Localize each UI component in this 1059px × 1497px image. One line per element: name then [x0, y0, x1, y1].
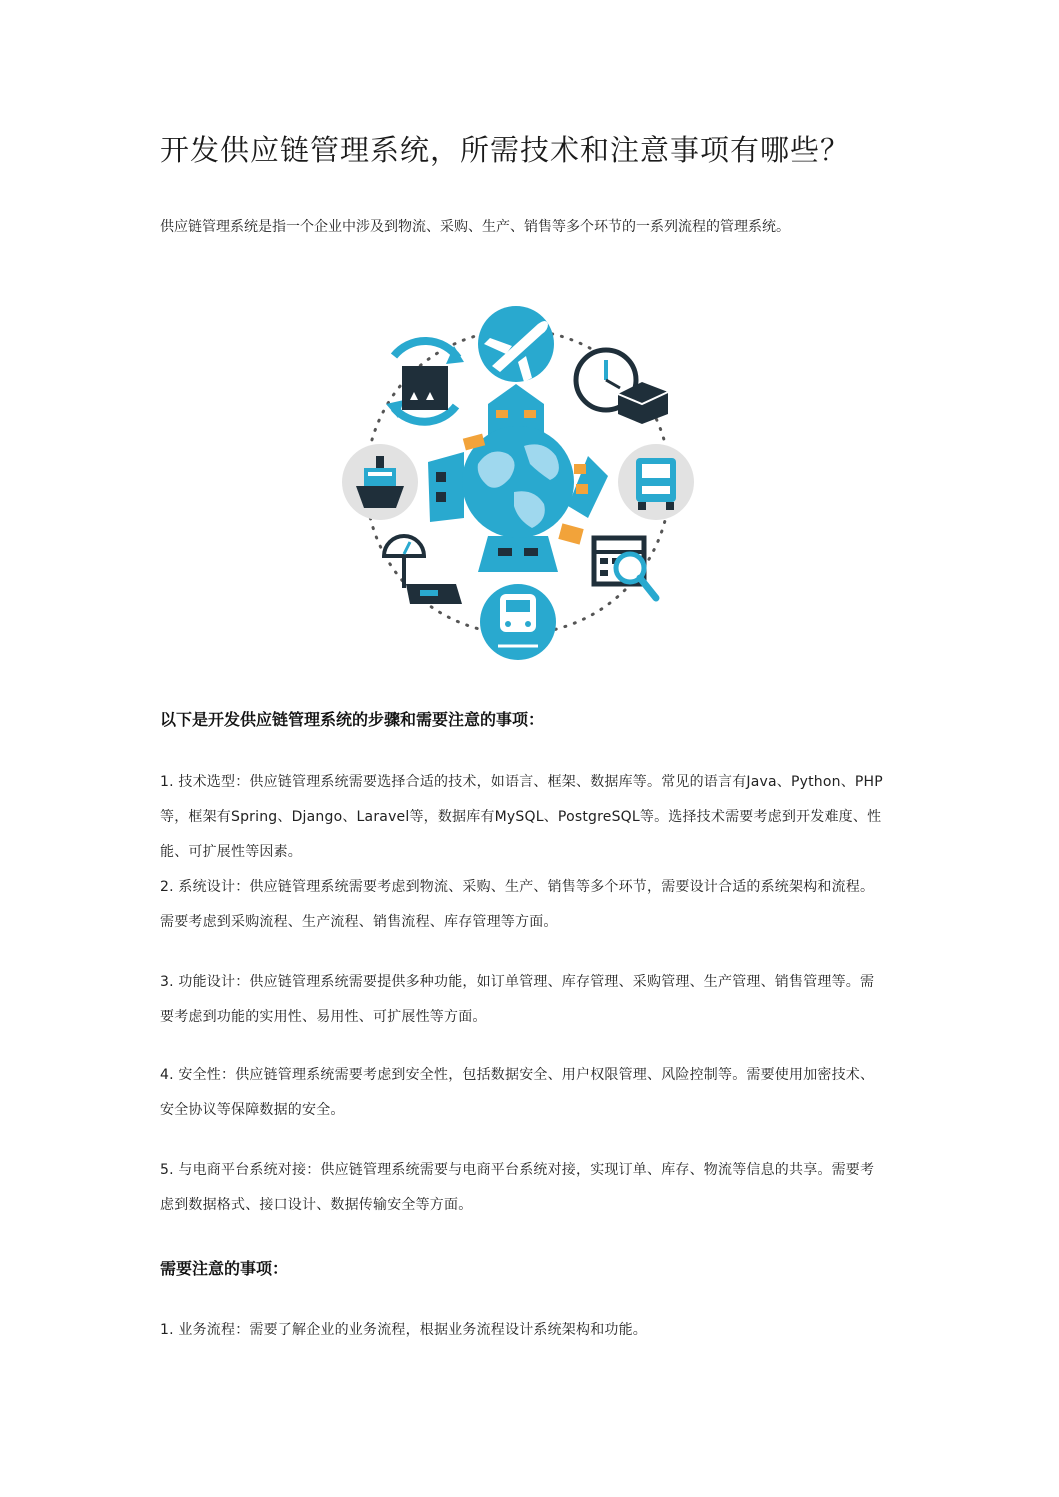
- step-item-4: 4. 安全性：供应链管理系统需要考虑到安全性，包括数据安全、用户权限管理、风险控制等。需要使用加密技术、安全协议等保障数据的安全。: [160, 1067, 875, 1118]
- note-item-1: 1. 业务流程：需要了解企业的业务流程，根据业务流程设计系统架构和功能。: [160, 1322, 648, 1338]
- clock-box-icon: [576, 350, 668, 424]
- recycle-box-icon: [386, 341, 464, 422]
- step-item-5: 5. 与电商平台系统对接：供应链管理系统需要与电商平台系统对接，实现订单、库存、物流等信息的共享。需要考虑到数据格式、接口设计、数据传输安全等方面。: [160, 1162, 875, 1213]
- step-item-2: 2. 系统设计：供应链管理系统需要考虑到物流、采购、生产、销售等多个环节，需要设计合适的系统架构和流程。需要考虑到采购流程、生产流程、销售流程、库存管理等方面。: [160, 879, 875, 930]
- ship-icon: [342, 444, 418, 520]
- supply-chain-illustration: [338, 296, 698, 668]
- truck-icon: [618, 444, 694, 520]
- intro-paragraph: 供应链管理系统是指一个企业中涉及到物流、采购、生产、销售等多个环节的一系列流程的管理系统。: [160, 219, 790, 235]
- step-item-1: 1. 技术选型：供应链管理系统需要选择合适的技术，如语言、框架、数据库等。常见的语言有Java、Python、PHP等，框架有Spring、Django、Laravel等，数据库有MySQL、PostgreSQL等。选择技术需要考虑到开发难度、性能、可扩展性等因素。: [160, 774, 883, 860]
- train-icon: [480, 584, 556, 660]
- step-item-3: 3. 功能设计：供应链管理系统需要提供多种功能，如订单管理、库存管理、采购管理、生产管理、销售管理等。需要考虑到功能的实用性、易用性、可扩展性等方面。: [160, 974, 875, 1025]
- steps-heading: 以下是开发供应链管理系统的步骤和需要注意的事项：: [160, 710, 545, 729]
- airplane-icon: [478, 306, 554, 382]
- page-title: 开发供应链管理系统，所需技术和注意事项有哪些？: [160, 133, 851, 167]
- notes-heading: 需要注意的事项：: [160, 1259, 289, 1278]
- scale-icon: [384, 536, 462, 604]
